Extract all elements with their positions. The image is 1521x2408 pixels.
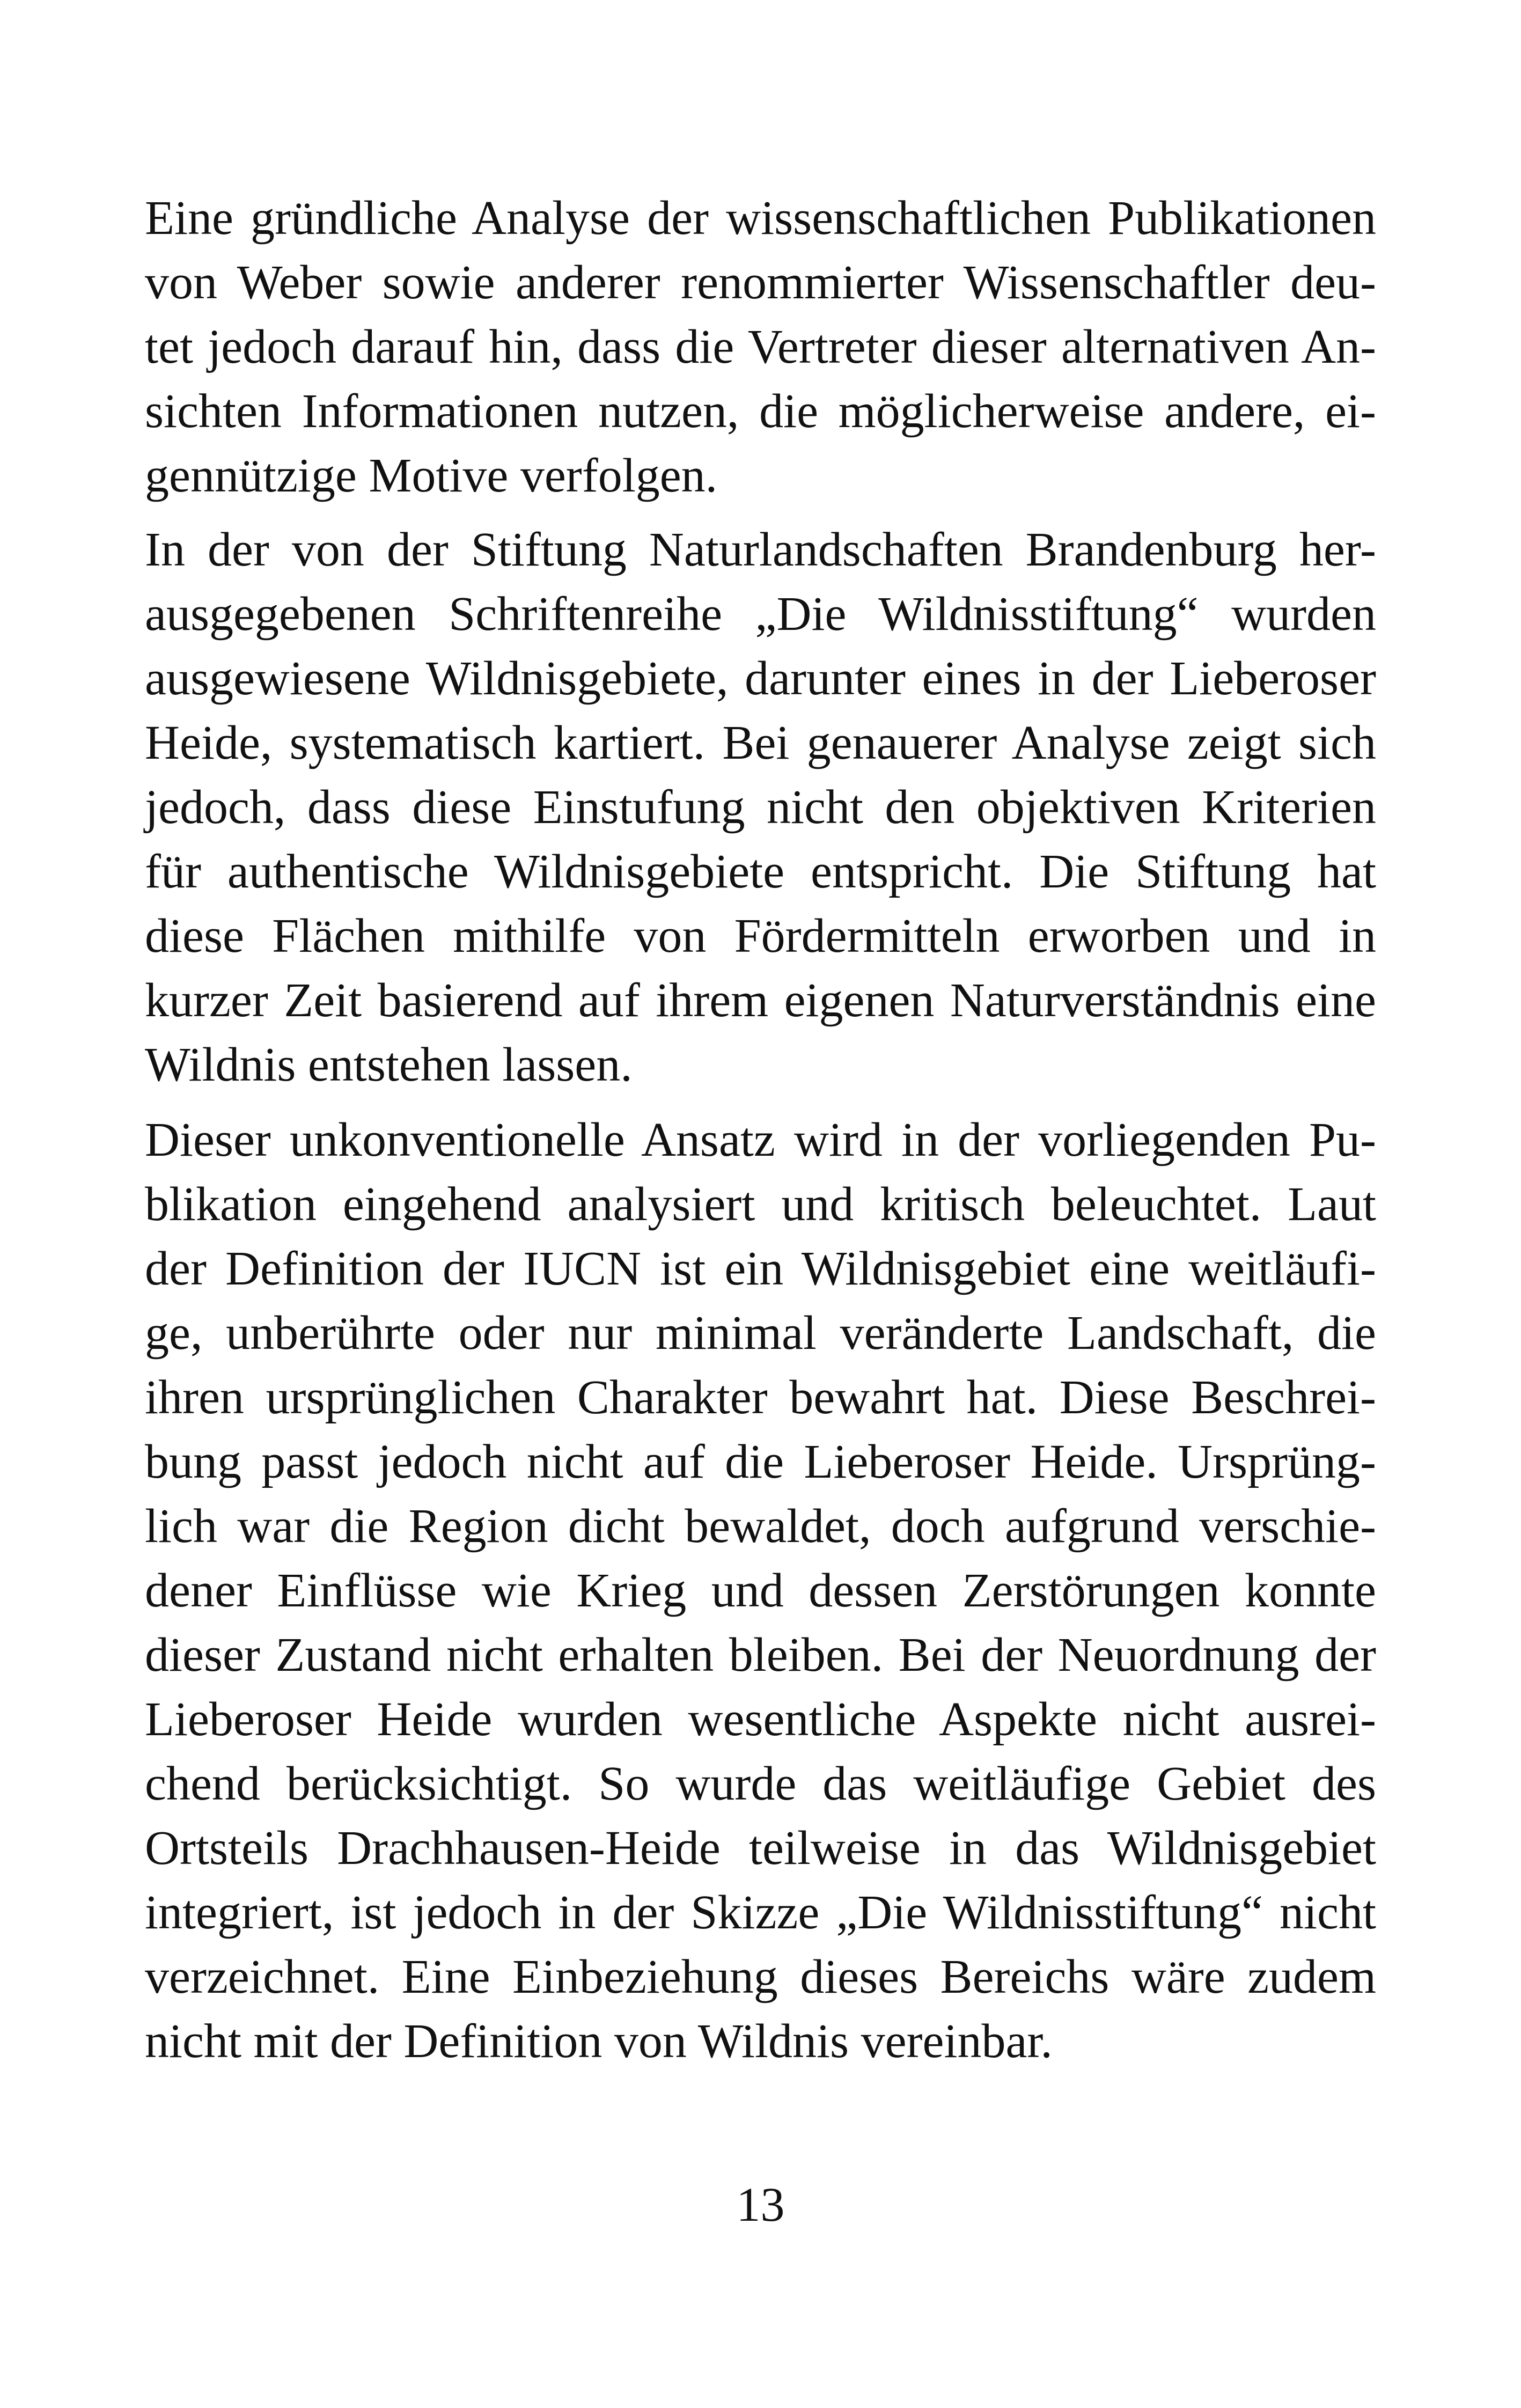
paragraph-3-line-3: der Definition der IUCN ist ein Wildnisgebiet eine weitläufi-	[145, 1242, 1376, 1295]
paragraph-3-line-7: lich war die Region dicht bewaldet, doch aufgrund verschie-	[145, 1500, 1376, 1553]
paragraph-2-line-8: kurzer Zeit basierend auf ihrem eigenen Naturverständnis eine	[145, 974, 1376, 1027]
paragraph-2-line-6: für authentische Wildnisgebiete entspricht. Die Stiftung hat	[145, 845, 1376, 898]
paragraph-1-line-2: von Weber sowie anderer renommierter Wissenschaftler deu-	[145, 256, 1376, 309]
paragraph-1-line-5: gennützige Motive verfolgen.	[145, 449, 718, 502]
paragraph-2-line-3: ausgewiesene Wildnisgebiete, darunter eines in der Lieberoser	[145, 652, 1376, 705]
paragraph-1-line-4: sichten Informationen nutzen, die möglicherweise andere, ei-	[145, 385, 1376, 438]
paragraph-3-line-2: blikation eingehend analysiert und kritisch beleuchtet. Laut	[145, 1178, 1376, 1231]
paragraph-3-line-9: dieser Zustand nicht erhalten bleiben. Bei der Neuordnung der	[145, 1628, 1376, 1682]
paragraph-3-line-12: Ortsteils Drachhausen-Heide teilweise in das Wildnisgebiet	[145, 1822, 1376, 1875]
paragraph-3-line-10: Lieberoser Heide wurden wesentliche Aspekte nicht ausrei-	[145, 1693, 1376, 1746]
paragraph-3-line-5: ihren ursprünglichen Charakter bewahrt hat. Diese Beschrei-	[145, 1371, 1376, 1424]
paragraph-2-line-5: jedoch, dass diese Einstufung nicht den objektiven Kriterien	[145, 781, 1376, 834]
paragraph-1-line-3: tet jedoch darauf hin, dass die Vertreter dieser alternativen An-	[145, 320, 1376, 373]
paragraph-3-line-6: bung passt jedoch nicht auf die Lieberoser Heide. Ursprüng-	[145, 1435, 1376, 1488]
paragraph-3-line-8: dener Einflüsse wie Krieg und dessen Zerstörungen konnte	[145, 1564, 1376, 1617]
paragraph-2-line-1: In der von der Stiftung Naturlandschaften Brandenburg her-	[145, 523, 1376, 576]
page-number: 13	[736, 2178, 785, 2231]
paragraph-2-line-2: ausgegebenen Schriftenreihe „Die Wildnisstiftung“ wurden	[145, 588, 1376, 641]
paragraph-3-line-11: chend berücksichtigt. So wurde das weitläufige Gebiet des	[145, 1757, 1376, 1810]
paragraph-3-line-1: Dieser unkonventionelle Ansatz wird in der vorliegenden Pu-	[145, 1113, 1376, 1166]
paragraph-3-line-4: ge, unberührte oder nur minimal veränderte Landschaft, die	[145, 1306, 1376, 1360]
paragraph-1-line-1: Eine gründliche Analyse der wissenschaftlichen Publikationen	[145, 192, 1376, 245]
paragraph-3-line-15: nicht mit der Definition von Wildnis vereinbar.	[145, 2015, 1053, 2068]
paragraph-2-line-9: Wildnis entstehen lassen.	[145, 1038, 633, 1091]
paragraph-2-line-7: diese Flächen mithilfe von Fördermitteln erworben und in	[145, 909, 1376, 963]
paragraph-2-line-4: Heide, systematisch kartiert. Bei genauerer Analyse zeigt sich	[145, 716, 1376, 769]
paragraph-3-line-13: integriert, ist jedoch in der Skizze „Die Wildnisstiftung“ nicht	[145, 1886, 1376, 1939]
paragraph-3-line-14: verzeichnet. Eine Einbeziehung dieses Bereichs wäre zudem	[145, 1950, 1376, 2003]
